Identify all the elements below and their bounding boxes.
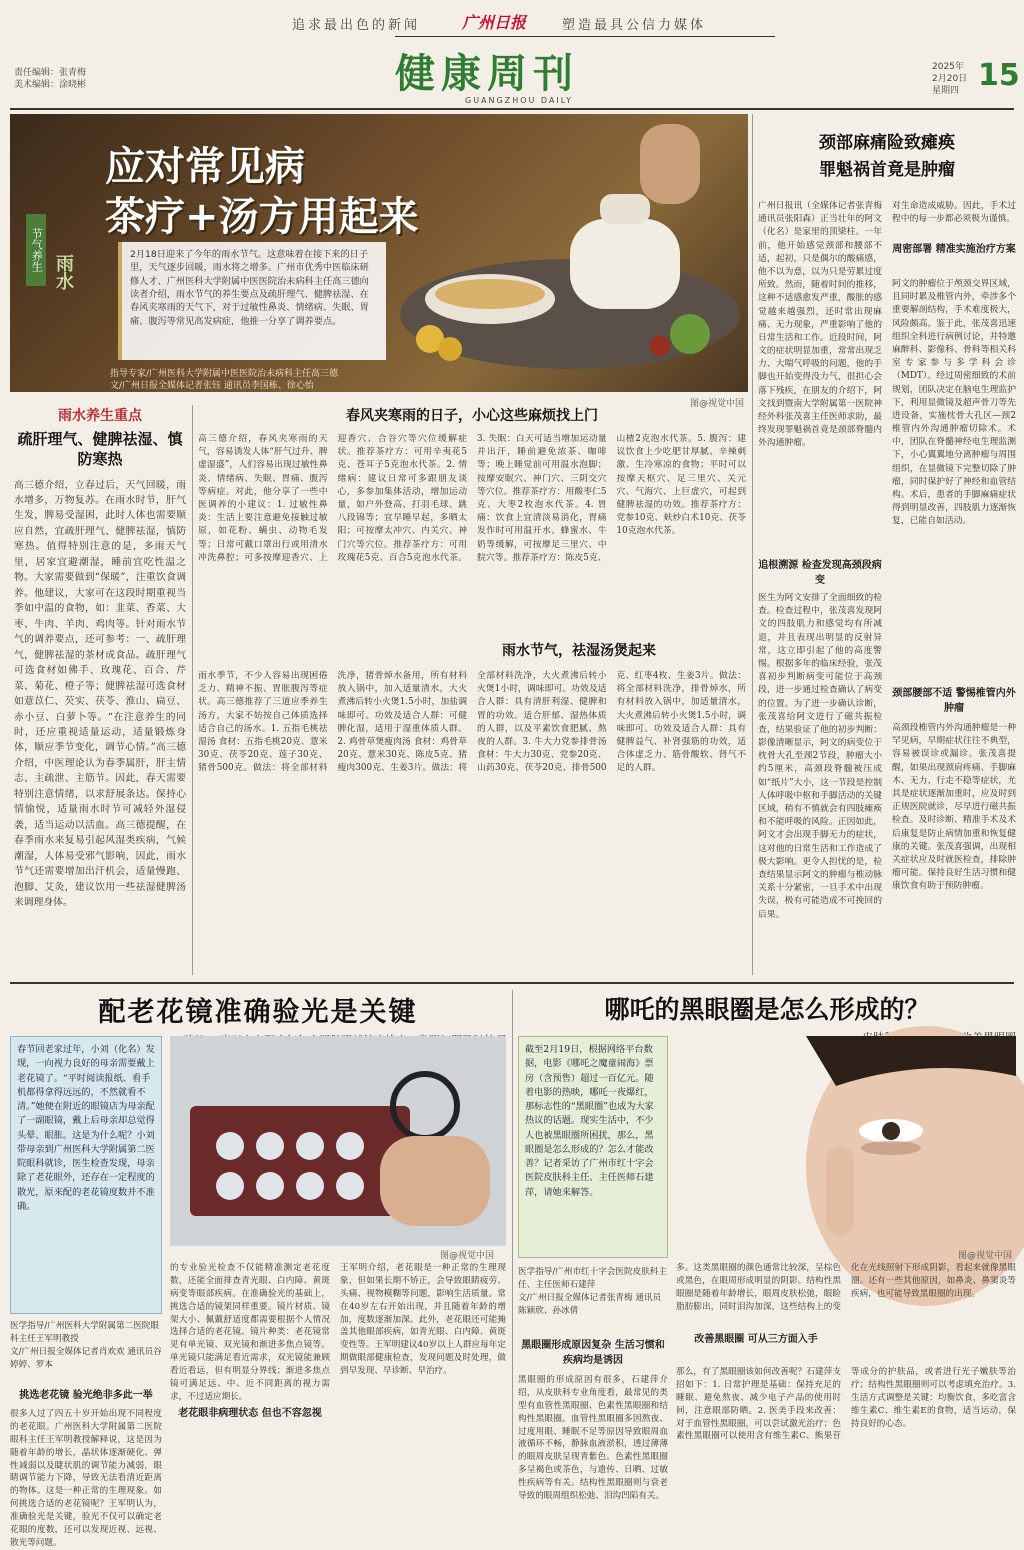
glasses-body-3: 王军明介绍，老花眼是一种正常的生理现象，但如果长期不矫正，会导致眼睛疲劳、头痛、视物模糊等问题，影响生活质量。常在40岁左右开始出现，并且随着年龄的增加，度数逐渐加深。此外，老花眼还可能掩盖其他眼部疾病，如青光眼、白内障、黄斑变性等。王军明建议40岁以上人群应每年定期做眼部健康检查，发现问题及时处理，做到早发现、早诊断、早治疗。	[340, 1263, 506, 1377]
soup-section-body: 雨水季节，不少人容易出现困倦乏力、精神不振、胃胀腹泻等症状。高三德推荐了三道应季养生汤方，大家不妨按自己体质选择适合自己的汤水。1. 五指毛桃祛湿汤 食材：五指毛桃20克、薏米30克、茯苓20克、莲子30克、猪骨500克。做法：将全部材料洗净，猪骨焯水备用，所有材料放入锅中，加入适量清水，大火煮沸后转小火煲1.5小时，加盐调味即可。功效及适合人群：可健脾化湿，适用于湿重体质人群。2. 鸡骨草煲瘦肉汤 食材：鸡骨草20克、薏米30克、陈皮5克、猪瘦肉300克、生姜3片。做法：将全部材料洗净，大火煮沸后转小火煲1小时，调味即可。功效及适合人群：具有清肝利湿、健脾和胃的功效。适合肝郁、湿热体质的人群，以及平素饮食肥腻、熬夜的人群。3. 牛大力党参排骨汤 食材：牛大力30克、党参20克、山药30克、茯苓20克、排骨500克、红枣4枚、生姜3片。做法：将全部材料洗净，排骨焯水，所有材料放入锅中，加适量清水，大火煮沸后转小火煲1.5小时，调味即可。功效及适合人群：具有健脾益气、补肾强筋的功效，适合体虚乏力、筋骨酸软、肾气不足的人群。	[198, 671, 746, 774]
tea-section-title: 春风夹寒雨的日子，小心这些麻烦找上门	[346, 408, 598, 424]
issue-date: 2月20日	[932, 74, 968, 84]
lens-shape-8	[336, 1172, 364, 1200]
issue-year: 2025年	[932, 62, 964, 72]
issue-weekday: 星期四	[932, 86, 960, 96]
neck-body-3-lead: 对生命造成威胁。因此，手术过程中的每一步都必须极为谨慎。	[892, 201, 1016, 225]
dark-circle-writer: 文/广州日报全媒体记者张青梅 通讯员陈颖欣、孙冰倩	[518, 1293, 662, 1316]
hero-title-line2: 茶疗+汤方用起来	[105, 194, 419, 240]
glasses-title: 配老花镜准确验光是关键	[98, 997, 418, 1028]
masthead-slogan-right: 塑造最具公信力媒体	[562, 18, 707, 33]
hero-guide: 指导专家/广州医科大学附属中医医院治未病科主任高三德	[110, 369, 339, 379]
dark-circle-body-2: 那么，有了黑眼圈该如何改善呢？石建萍支招如下：1. 日常护理是基础：保持充足的睡眠、避免熬夜、减少电子产品的使用时间，注意眼部防晒。2. 医美手段来改善：对于血管性黑眼圈，可以尝试激光治疗；色素性黑眼圈可以使用含有维生素C、熊果苷等成分的护肤品，或者进行光子嫩肤等治疗；结构性黑眼圈则可以考虑填充治疗。3. 生活方式调整是关键：均衡饮食，多吃富含维生素C、维生素E的食物，适当运动，保持良好的心态。	[676, 1367, 1016, 1442]
glasses-photo-credit: 图@视觉中国	[440, 1251, 495, 1261]
lens-shape-5	[216, 1172, 244, 1200]
corn-shape-2	[438, 337, 462, 361]
dark-circle-photo	[676, 1036, 1016, 1246]
glasses-body-1: 很多人过了四五十岁开始出现不同程度的老花眼。广州医科大学附属第二医院眼科主任王军明教授解释说，这是因为随着年龄的增长，晶状体逐渐硬化、弹性减弱以及睫状肌的调节能力减弱，眼睛调节能力下降，导致无法看清近距离的物体。这是一种正常的生理现象。如何挑选合适的老花镜呢？王军明认为，准确验光是关键，验光不仅可以确定老花眼的度数，还可以发现近视、远视、散光等问题。	[10, 1409, 162, 1548]
lens-shape-2	[256, 1132, 284, 1160]
glasses-subhead-2: 老花眼非病理状态 但也不容忽视	[178, 1408, 322, 1419]
rain-section-title: 疏肝理气、健脾祛湿、慎防寒热	[17, 430, 183, 469]
dark-circle-subhead-1: 黑眼圈形成原因复杂 生活习惯和疾病均是诱因	[521, 1340, 665, 1366]
masthead-slogan-left: 追求最出色的新闻	[292, 18, 421, 33]
glasses-body-2: 的专业验光检查不仅能精准测定老花度数，还能全面排查青光眼、白内障、黄斑病变等眼部疾病。在准确验光的基础上，挑选合适的镜架同样重要。镜片材质、镜架大小、佩戴舒适度都需要根据个人情况选择合适的老花镜。镜片种类：老花镜常见有单光镜、双光镜和渐进多焦点镜等。单光镜只能满足看近需求，双光镜能兼顾看近看远，但有明显分界线；渐进多焦点镜可满足远、中、近不同距离的视力需求，不过适应期长。	[170, 1263, 330, 1402]
section-title-en: GUANGZHOU DAILY	[465, 96, 574, 105]
finger-shape	[826, 1146, 854, 1236]
soup-section-title: 雨水节气，祛湿汤煲起来	[502, 643, 656, 659]
masthead-rule-top	[395, 36, 775, 37]
section-title: 健康周刊	[395, 50, 579, 97]
hero-writer: 文/广州日报全媒体记者张钰 通讯员李国栋、徐心怡	[110, 381, 314, 391]
hero-lead: 2月18日迎来了今年的雨水节气。这意味着在接下来的日子里，天气逐步回暖，雨水将之增多。广州市优秀中医临床研修人才、广州医科大学附属中医医院治未病科主任高三德向读者介绍，雨水节气的养生要点及疏肝理气、健脾祛湿、在春风夹寒雨的天气下，对于过敏性鼻炎、情绪病、失眠、胃痛、腹泻等常见高发病症，他推一分享了调养要点。	[118, 242, 386, 360]
lens-shape-6	[256, 1172, 284, 1200]
dates-shape	[650, 336, 670, 356]
lens-shape-3	[296, 1132, 324, 1160]
hero-photo-credit: 图@视觉中国	[690, 399, 745, 409]
column-divider-right	[752, 114, 753, 975]
dark-circle-body-continued: 多。这类黑眼圈的颜色通常比较深，呈棕色或黑色，在眼周形成明显的阴影。结构性黑眼圈是随着年龄增长，眼周皮肤松弛，眼睑脂肪膨出，同时泪沟加深，这些结构上的变化在光线照射下形成阴影，看起来就像黑眼圈。还有一些其他原因，如鼻炎、鼻窦炎等疾病，也可能导致黑眼圈的出现。	[676, 1263, 1016, 1312]
tea-section	[198, 405, 746, 635]
masthead-rule-bottom	[10, 108, 1014, 110]
mid-page-rule	[10, 982, 1014, 984]
dark-circle-section	[518, 990, 1016, 1502]
glasses-subhead-1: 挑选老花镜 验光绝非多此一举	[19, 1390, 153, 1401]
lens-shape-1	[216, 1132, 244, 1160]
rain-section-label: 雨水养生重点	[58, 408, 142, 424]
teapot-lid-shape	[600, 194, 650, 224]
hero-banner	[10, 114, 748, 392]
dark-circle-guide: 医学指导/广州市红十字会医院皮肤科主任、主任医师石建萍	[518, 1267, 667, 1290]
glasses-photo	[170, 1036, 506, 1246]
dark-circle-shape	[861, 1141, 921, 1155]
hero-illustration	[370, 124, 740, 384]
editor-credit: 责任编辑：张青梅	[14, 68, 87, 78]
lens-shape-7	[296, 1172, 324, 1200]
newspaper-logo: 广州日报	[462, 13, 527, 32]
lens-shape-4	[336, 1132, 364, 1160]
lens-tray-shape	[190, 1106, 410, 1216]
dark-circle-title: 哪吒的黑眼圈是怎么形成的？	[604, 995, 930, 1024]
neck-title-line1: 颈部麻痛险致瘫痪	[819, 133, 955, 153]
rain-section-body: 高三德介绍，立春过后，天气回暖，雨水增多，万物复苏。在雨水时节，肝气生发，脾易受湿困，此时人体也需要顺应自然，宜疏肝理气、健脾祛湿，慎防寒热。值得特别注意的是，多雨天气里，居家宜避潮湿，睡前宜吃性温之物。大家需要做到“保暖”，注重饮食调养。他建议，大家可在这段时期重视当季如中温的食物，如：韭菜、香菜、大枣、牛肉、羊肉、鸡肉等。针对雨水节气的调养要点，还可参考：一、疏肝理气，健脾祛湿的茶材成食品。疏肝理气可选食材如佛手、玫瑰花、百合、芹菜、菊花、橙子等；健脾祛湿可选食材如薏苡仁、芡实、茯苓、淮山、扁豆、赤小豆、白萝卜等。“在注意养生的同时，还应重视适量运动，适量锻炼身体，顺应季节变化，调节心情。”高三德介绍，中医理论认为春季属肝，肝主情志、主疏泄、主筋节。因此，春天需要特别注意情绪，以求舒展条达。保持心情愉悦，适量雨水时节可减轻外湿侵袭，适当运动以活血。高三德提醒，在春季雨水来复易引起风湿类疾病，气候潮湿，人体易受邪气影响，因此，雨水节气还需要增加出汗机会，适量慢跑、泡脚、艾灸，建议饮用一些祛湿健脾汤来调理身体。	[14, 479, 186, 909]
neck-body-3: 阿文的肿瘤位于颅颈交界区域，且同时累及椎管内外，牵涉多个重要解剖结构，手术难度极大，风险颇高。鉴于此，张茂喜迅速组织全科进行病例讨论，并特邀麻醉科、影像科、骨科等相关科室专家参与多学科会诊（MDT）。经过周密细致的术前规划，团队决定在脑电生理监护下，利用显微镜及超声骨刀等先进设备，实施枕骨大孔区—颈2椎管内外沟通肿瘤切除术。术中，团队在脊髓神经电生理监测下，小心翼翼地分离肿瘤与周围组织，在显微镜下完整切除了肿瘤，同时保护好了神经和血管结构。术后，患者的手脚麻痛症状得到明显改善，四肢肌力逐渐恢复，已能自如活动。	[892, 279, 1016, 527]
bottom-column-divider	[512, 990, 513, 1460]
dark-circle-body-1: 黑眼圈的形成原因有很多，石建萍介绍，从皮肤科专业角度看，最常见的类型有血管性黑眼圈、色素性黑眼圈和结构性黑眼圈。血管性黑眼圈多因熬夜、过度用眼、睡眠不足等原因导致眼周血液循环不畅，静脉血液淤积，透过薄薄的眼周皮肤呈现青紫色。色素性黑眼圈多呈褐色或茶色，与遗传、日晒、过敏性疾病等有关。结构性黑眼圈则与衰老导致的眼周组织松弛、泪沟凹陷有关。	[518, 1375, 668, 1502]
page-number: 15	[978, 58, 1020, 93]
soup-section	[198, 640, 746, 975]
tea-section-body: 高三德介绍，春风夹寒雨的天气，容易诱发人体“肝气过升、脾虚湿盛”，人们容易出现过敏性鼻炎、情绪病、失眠、胃痛、腹泻等病症。对此，他分享了一些中医调养的小建议：1. 过敏性鼻炎：生活上要注意避免接触过敏原，如花粉、螨虫、动物毛发等；日常可戴口罩出行或用清水冲洗鼻腔；可多按摩迎香穴、上迎香穴、合谷穴等穴位缓解症状。推荐茶疗方：可用辛夷花5克、苍耳子5克泡水代茶。2. 情绪病：建议日常可多跟朋友谈心，多参加集体活动，增加运动量，如户外登高、打羽毛球、跳八段锦等；宜早睡早起，多晒太阳；可按摩太冲穴、内关穴、神门穴等穴位。推荐茶疗方：可用玫瑰花5克、百合5克泡水代茶。3. 失眠：白天可适当增加运动量并出汗，睡前避免浓茶、咖啡等；晚上睡觉前可用温水泡脚；按摩安眠穴、神门穴、三阴交穴等穴位。推荐茶疗方：用酸枣仁5克、大枣2枚泡水代茶。4. 胃痛：饮食上宜清淡易消化，胃痛发作时可用温开水、蜂蜜水、牛奶等缓解，可按摩足三里穴、中脘穴等。推荐茶疗方：陈皮5克、山楂2克泡水代茶。5. 腹泻：建议饮食上少吃肥甘厚腻、辛辣刺激、生冷寒凉的食物；平时可以按摩天枢穴、足三里穴、关元穴、气海穴、上巨虚穴，可起到健脾祛湿的功效。推荐茶疗方：党参10克、麸炒白术10克、茯苓10克泡水代茶。	[198, 434, 746, 563]
neck-subhead-2: 周密部署 精准实施治疗方案	[892, 244, 1016, 255]
neck-title-line2: 罪魁祸首竟是肿瘤	[819, 160, 955, 180]
neck-body-1: 广州日报讯（全媒体记者张青梅 通讯员张阳森）正当壮年的阿文（化名）是家里的顶梁柱。一年前，他开始感觉颈部和腰部不适，起初，只是偶尔的酸痛感，他不以为意，以为只是劳累过度所致。然而，随着时间的推移，这种不适感愈发严重，酸胀的感觉越来越强烈，还时常出现麻痛、无力现象，严重影响了他的日常生活和工作。近段时间，阿文的症状明显加重，常常出现乏力、大喘气呼吸的问题，他的手脚也开始变得没力气，很担心会落下残疾，在朋友的介绍下，阿文找到暨南大学附属第一医院神经外科张茂喜主任医师求助，最终发现罪魁祸首竟是颈部脊髓内外沟通肿瘤。	[758, 201, 882, 449]
solar-term-tag: 节气养生	[26, 214, 46, 286]
teapot-body-shape	[570, 219, 680, 309]
glasses-lead: 春节回老家过年，小刘（化名）发现，一向视力良好的母亲需要戴上老花镜了。“平时阅读报纸、看手机都得拿得远远的，不然就看不清。”她便在附近的眼镜店为母亲配了一副眼镜，戴上后母亲却总觉得头晕、眼胀。这是为什么呢？小刘带母亲到广州医科大学附属第二医院眼科就诊，医生检查发现，母亲除了老花眼外，还存在一定程度的散光，原来配的老花镜度数并不准确。	[10, 1036, 162, 1314]
glasses-section	[10, 990, 506, 1548]
dark-circle-lead: 截至2月19日，根据网络平台数据，电影《哪吒之魔童闹海》票房（含预售）超过一百亿元。随着电影的热映，哪吒一夜爆红，那标志性的“黑眼圈”也成为大家热议的话题。现实生活中，不少人也被黑眼圈所困扰，那么，黑眼圈是怎么形成的？怎么才能改善？记者采访了广州市红十字会医院皮肤科主任、主任医师石建萍，请她来解答。	[518, 1036, 668, 1258]
hero-title-line1: 应对常见病	[105, 144, 305, 190]
glasses-guide: 医学指导/广州医科大学附属第二医院眼科主任王军明教授	[10, 1321, 159, 1344]
rain-water-tag: 雨水	[53, 254, 74, 290]
neck-subhead-3: 颈部腰部不适 警惕椎管内外肿瘤	[892, 688, 1016, 714]
neck-body-2: 医生为阿文安排了全面细致的检查。检查过程中，张茂喜发现阿文的四肢肌力和感觉均有所减退，并且表现出明显的反射异常，这立即引起了他的高度警惕。根据多年的临床经验，张茂喜初步判断病变可能位于高颈段，进一步通过检查确认了病变的位置。为了进一步确认诊断，张茂喜给阿文进行了磁共振检查，结果验证了他的初步判断：影像清晰显示，阿文的病变位于枕骨大孔至颈2节段，肿瘤大小约5厘米，高颈段脊髓被压成如“纸片”大小，这一节段是控制人体呼吸中枢和手脚活动的关键区域，稍有不慎就会有四肢瘫痪和不能呼吸的风险。正因如此，阿文才会出现手脚无力的症状，这对他的日常生活和工作造成了极大影响。更令人担忧的是，检查结果显示阿文的肿瘤与椎动脉关系十分紧密，一旦手术中出现失误，极有可能造成不可挽回的后果。	[758, 593, 882, 920]
column-divider	[192, 405, 193, 975]
neck-section	[758, 128, 1016, 973]
soup-shape	[435, 279, 545, 309]
hand-shape	[640, 124, 700, 204]
masthead	[0, 0, 1024, 110]
rain-section	[14, 405, 186, 975]
dark-circle-subhead-2: 改善黑眼圈 可从三方面入手	[694, 1334, 818, 1345]
neck-subhead-1: 追根溯源 检查发现高颈段病变	[758, 560, 882, 586]
pupil-shape	[882, 1122, 900, 1140]
greens-shape	[670, 314, 710, 354]
dark-circle-photo-credit: 图@视觉中国	[958, 1251, 1013, 1261]
neck-body-4: 高颈段椎管内外沟通肿瘤是一种罕见病，早期症状往往不典型，容易被误诊或漏诊。张茂喜提醒，如果出现颈肩疼痛、手脚麻木、无力、行走不稳等症状，尤其是症状逐渐加重时，应及时到正规医院就诊，尽早进行磁共振检查。及时诊断、精准手术及术后康复是防止病情加重和恢复健康的关键。张茂喜强调，出现相关症状应及时就医检查，排除肿瘤可能。保持良好生活习惯和健康饮食有助于预防肿瘤。	[892, 723, 1016, 892]
hand-shape	[380, 1136, 490, 1226]
glasses-writer: 文/广州日报全媒体记者肖欢欢 通讯员谷婷婷、罗本	[10, 1347, 162, 1370]
designer-credit: 美术编辑：涂晓彬	[14, 80, 87, 90]
